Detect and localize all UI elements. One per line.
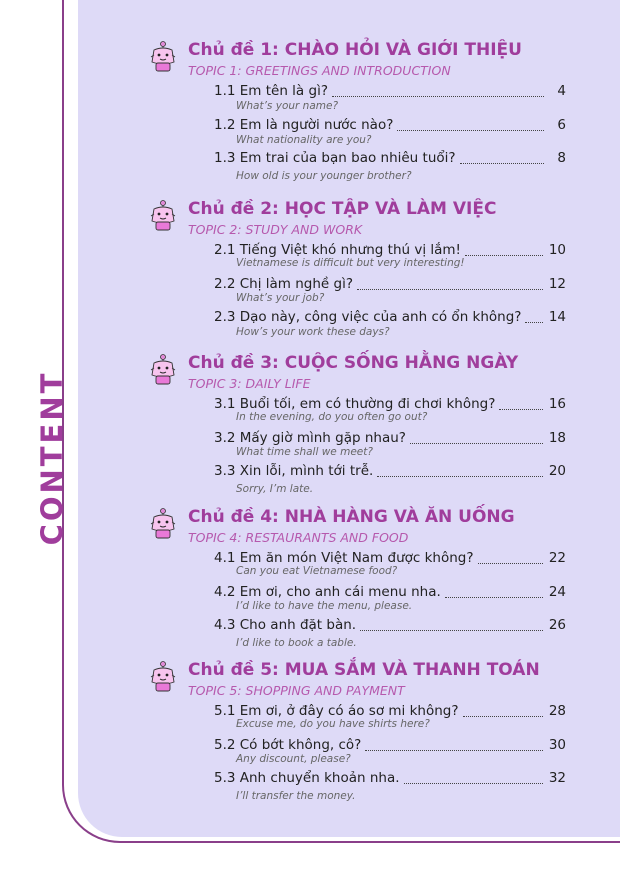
dot-leader	[357, 289, 543, 290]
toc-entry[interactable]	[214, 770, 566, 788]
topic-block	[148, 660, 588, 805]
toc-entry[interactable]	[214, 309, 566, 327]
lesson-english: I’d like to book a table.	[236, 637, 357, 649]
lesson-english: In the evening, do you often go out?	[236, 411, 428, 423]
toc-entry[interactable]	[214, 617, 566, 635]
lesson-title: 5.2 Có bớt không, cô?	[214, 737, 362, 753]
lesson-english: What nationality are you?	[236, 134, 372, 146]
lesson-english: Vietnamese is difficult but very interesting!	[236, 257, 465, 269]
page-number: 26	[548, 617, 566, 633]
topic-title: Chủ đề 1: CHÀO HỎI VÀ GIỚI THIỆU	[188, 40, 522, 60]
topic-title: Chủ đề 3: CUỘC SỐNG HẰNG NGÀY	[188, 353, 519, 373]
topic-subtitle: TOPIC 4: RESTAURANTS AND FOOD	[188, 530, 409, 545]
lesson-title: 4.1 Em ăn món Việt Nam được không?	[214, 550, 474, 566]
lesson-title: 3.2 Mấy giờ mình gặp nhau?	[214, 430, 406, 446]
page-number: 28	[548, 703, 566, 719]
dot-leader	[410, 443, 543, 444]
lesson-english: Can you eat Vietnamese food?	[236, 565, 398, 577]
topic-block	[148, 507, 588, 652]
lesson-title: 2.3 Dạo này, công việc của anh có ổn không?	[214, 309, 522, 325]
topic-title: Chủ đề 5: MUA SẮM VÀ THANH TOÁN	[188, 660, 540, 680]
page-number: 12	[548, 276, 566, 292]
topic-block	[148, 353, 588, 498]
lesson-english: I’ll transfer the money.	[236, 790, 356, 802]
lesson-title: 5.1 Em ơi, ở đây có áo sơ mi không?	[214, 703, 459, 719]
dot-leader	[360, 630, 543, 631]
topic-title: Chủ đề 2: HỌC TẬP VÀ LÀM VIỆC	[188, 199, 497, 219]
cartoon-character-icon	[148, 507, 178, 541]
dot-leader	[525, 322, 542, 323]
page-number: 22	[548, 550, 566, 566]
page-number: 10	[548, 242, 566, 258]
lesson-english: Any discount, please?	[236, 753, 351, 765]
lesson-title: 3.3 Xin lỗi, mình tới trễ.	[214, 463, 374, 479]
page-number: 30	[548, 737, 566, 753]
toc-entry[interactable]	[214, 117, 566, 135]
dot-leader	[499, 409, 542, 410]
lesson-english: I’d like to have the menu, please.	[236, 600, 413, 612]
lesson-english: What’s your name?	[236, 100, 339, 112]
page-number: 16	[548, 396, 566, 412]
page-number: 24	[548, 584, 566, 600]
dot-leader	[463, 716, 543, 717]
page-number: 32	[548, 770, 566, 786]
topic-subtitle: TOPIC 5: SHOPPING AND PAYMENT	[188, 683, 405, 698]
toc-entry[interactable]	[214, 463, 566, 481]
cartoon-character-icon	[148, 660, 178, 694]
page-number: 20	[548, 463, 566, 479]
toc-entry[interactable]	[214, 150, 566, 168]
lesson-title: 3.1 Buổi tối, em có thường đi chơi không?	[214, 396, 496, 412]
lesson-english: Excuse me, do you have shirts here?	[236, 718, 430, 730]
page-number: 4	[557, 83, 566, 99]
dot-leader	[397, 130, 544, 131]
topic-subtitle: TOPIC 1: GREETINGS AND INTRODUCTION	[188, 63, 451, 78]
dot-leader	[445, 597, 543, 598]
lesson-english: How old is your younger brother?	[236, 170, 412, 182]
lesson-title: 1.3 Em trai của bạn bao nhiêu tuổi?	[214, 150, 456, 166]
dot-leader	[460, 163, 544, 164]
topic-title: Chủ đề 4: NHÀ HÀNG VÀ ĂN UỐNG	[188, 507, 515, 527]
toc-entry[interactable]	[214, 83, 566, 101]
dot-leader	[365, 750, 542, 751]
lesson-title: 2.2 Chị làm nghề gì?	[214, 276, 354, 292]
topic-block	[148, 199, 588, 344]
dot-leader	[332, 96, 544, 97]
page-number: 8	[557, 150, 566, 166]
cartoon-character-icon	[148, 40, 178, 74]
side-title: CONTENT	[35, 370, 69, 546]
page-number: 14	[548, 309, 566, 325]
lesson-english: What time shall we meet?	[236, 446, 373, 458]
page-number: 18	[548, 430, 566, 446]
cartoon-character-icon	[148, 353, 178, 387]
lesson-title: 1.1 Em tên là gì?	[214, 83, 328, 99]
lesson-title: 5.3 Anh chuyển khoản nha.	[214, 770, 400, 786]
lesson-title: 2.1 Tiếng Việt khó nhưng thú vị lắm!	[214, 242, 461, 258]
dot-leader	[404, 783, 543, 784]
page-number: 6	[557, 117, 566, 133]
lesson-title: 1.2 Em là người nước nào?	[214, 117, 394, 133]
dot-leader	[465, 255, 543, 256]
lesson-english: How’s your work these days?	[236, 326, 390, 338]
lesson-title: 4.2 Em ơi, cho anh cái menu nha.	[214, 584, 441, 600]
dot-leader	[478, 563, 543, 564]
topic-subtitle: TOPIC 2: STUDY AND WORK	[188, 222, 363, 237]
lesson-title: 4.3 Cho anh đặt bàn.	[214, 617, 357, 633]
cartoon-character-icon	[148, 199, 178, 233]
topic-subtitle: TOPIC 3: DAILY LIFE	[188, 376, 311, 391]
lesson-english: Sorry, I’m late.	[236, 483, 314, 495]
lesson-english: What’s your job?	[236, 292, 325, 304]
topic-block	[148, 40, 588, 185]
dot-leader	[377, 476, 543, 477]
